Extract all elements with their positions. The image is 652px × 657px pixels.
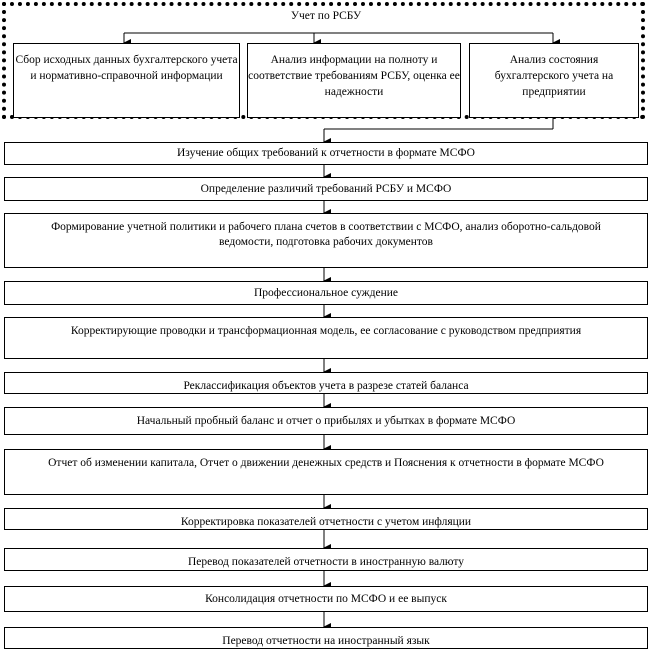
- step-box: [4, 586, 648, 612]
- step-box: [4, 177, 648, 201]
- step-label: Определение различий требований РСБУ и МСФО: [200, 182, 452, 195]
- step-label: Реклассификация объектов учета в разрезе статей баланса: [183, 380, 469, 392]
- step-label: Отчет об изменении капитала, Отчет о движении денежных средств и Пояснения к отчетности в формате МСФО: [48, 457, 604, 469]
- group-title: Учет по РСБУ: [290, 10, 362, 22]
- step-label: Начальный пробный баланс и отчет о прибылях и убытках в формате МСФО: [136, 414, 516, 427]
- sub-box-label: Анализ информации на полноту и соответствие требованиям РСБУ, оценка ее надежности: [248, 54, 460, 98]
- step-box: [4, 213, 648, 268]
- step-label: Корректировка показателей отчетности с учетом инфляции: [180, 516, 472, 528]
- step-label: Корректирующие проводки и трансформационная модель, ее согласование с руководством предприятия: [70, 325, 582, 337]
- step-label: Изучение общих требований к отчетности в формате МСФО: [177, 147, 475, 159]
- step-box: [4, 449, 648, 495]
- step-label: Формирование учетной политики и рабочего плана счетов в соответствии с МСФО, анализ оборотно-сальдовой ведомости, подготовка рабочих документов: [51, 221, 601, 248]
- step-box: [4, 281, 648, 305]
- step-box: [4, 372, 648, 394]
- step-box: [4, 508, 648, 530]
- step-label: Профессиональное суждение: [254, 286, 398, 299]
- step-box: [4, 548, 648, 571]
- sub-box-data-collection: [13, 43, 240, 118]
- sub-box-info-analysis: [247, 43, 461, 118]
- step-label: Перевод отчетности на иностранный язык: [222, 635, 430, 647]
- step-label: Перевод показателей отчетности в иностранную валюту: [187, 556, 464, 568]
- step-label: Консолидация отчетности по МСФО и ее выпуск: [205, 592, 447, 605]
- sub-box-accounting-state: [469, 43, 639, 118]
- step-box: [4, 627, 648, 649]
- step-box: [4, 142, 648, 165]
- sub-box-label: Анализ состояния бухгалтерского учета на предприятии: [494, 54, 614, 98]
- step-box: [4, 317, 648, 359]
- sub-box-label: Сбор исходных данных бухгалтерского учета и нормативно-справочной информации: [15, 54, 238, 82]
- step-box: [4, 407, 648, 435]
